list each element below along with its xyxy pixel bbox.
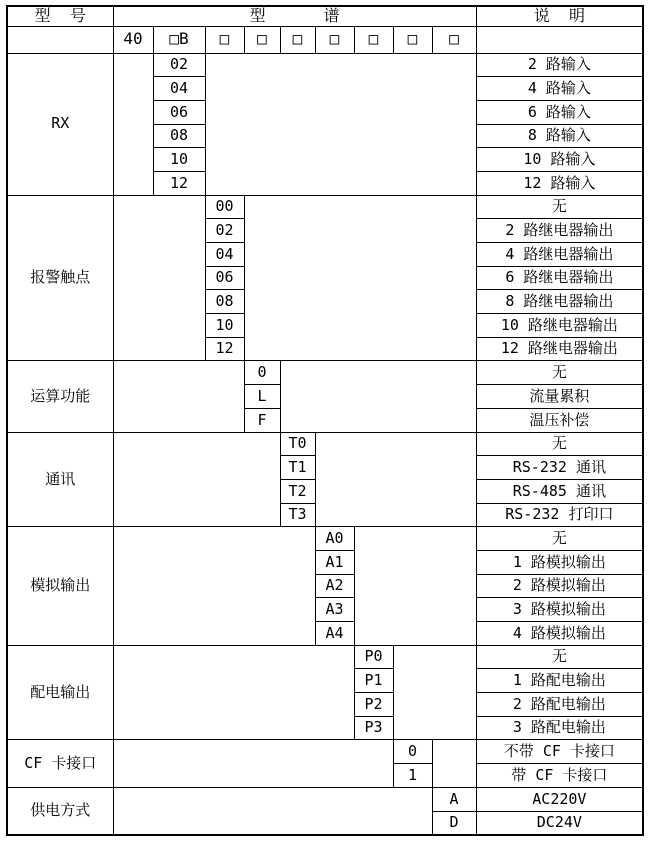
description-cell: 8 路继电器输出	[476, 290, 643, 314]
spacer-cell	[113, 645, 354, 740]
description-cell: 6 路继电器输出	[476, 266, 643, 290]
section-label-computation: 运算功能	[7, 361, 113, 432]
description-cell: 3 路配电输出	[476, 716, 643, 740]
code-cell: A	[432, 787, 476, 811]
spec-box: □	[315, 26, 354, 53]
section-label-power-supply: 供电方式	[7, 787, 113, 834]
code-cell: P1	[354, 669, 393, 693]
code-cell: 02	[205, 219, 244, 243]
spec-box-b: □B	[153, 26, 205, 53]
code-cell: T2	[280, 479, 315, 503]
description-cell: 无	[476, 195, 643, 219]
spacer-cell	[205, 53, 476, 195]
code-cell: T3	[280, 503, 315, 527]
description-cell: 1 路模拟输出	[476, 550, 643, 574]
spec-box: □	[244, 26, 280, 53]
code-cell: 1	[393, 764, 432, 788]
code-cell: L	[244, 385, 280, 409]
code-cell: T1	[280, 456, 315, 480]
description-cell: 2 路配电输出	[476, 693, 643, 717]
description-cell: AC220V	[476, 787, 643, 811]
code-cell: P0	[354, 645, 393, 669]
spacer-cell	[7, 26, 113, 53]
description-cell: 2 路继电器输出	[476, 219, 643, 243]
code-cell: 10	[205, 314, 244, 338]
code-cell: 12	[153, 171, 205, 195]
section-label-cf-card: CF 卡接口	[7, 740, 113, 787]
code-cell: 06	[153, 100, 205, 124]
description-cell: 12 路输入	[476, 171, 643, 195]
code-cell: A4	[315, 622, 354, 646]
code-cell: 06	[205, 266, 244, 290]
code-cell: 00	[205, 195, 244, 219]
description-cell: DC24V	[476, 811, 643, 835]
spacer-cell	[476, 26, 643, 53]
code-cell: A3	[315, 598, 354, 622]
code-cell: D	[432, 811, 476, 835]
description-cell: 4 路继电器输出	[476, 243, 643, 267]
description-cell: RS-485 通讯	[476, 479, 643, 503]
spacer-cell	[280, 361, 476, 432]
spacer-cell	[113, 527, 315, 645]
code-cell: A1	[315, 550, 354, 574]
code-cell: 08	[153, 124, 205, 148]
spec-box: □	[354, 26, 393, 53]
spacer-cell	[432, 740, 476, 787]
spacer-cell	[244, 195, 476, 361]
description-cell: 无	[476, 645, 643, 669]
code-cell: 08	[205, 290, 244, 314]
description-cell: 12 路继电器输出	[476, 337, 643, 361]
description-cell: 10 路输入	[476, 148, 643, 172]
description-cell: 3 路模拟输出	[476, 598, 643, 622]
code-cell: 12	[205, 337, 244, 361]
description-cell: 流量累积	[476, 385, 643, 409]
spacer-cell	[113, 432, 280, 527]
code-cell: 04	[153, 77, 205, 101]
spacer-cell	[354, 527, 476, 645]
code-cell: A2	[315, 574, 354, 598]
description-cell: 8 路输入	[476, 124, 643, 148]
code-cell: 04	[205, 243, 244, 267]
description-cell: 无	[476, 527, 643, 551]
description-cell: 4 路模拟输出	[476, 622, 643, 646]
spec-box: □	[393, 26, 432, 53]
description-cell: 4 路输入	[476, 77, 643, 101]
spec-box: □	[205, 26, 244, 53]
spacer-cell	[315, 432, 476, 527]
spacer-cell	[113, 787, 432, 834]
spec-prefix-40: 40	[113, 26, 153, 53]
description-cell: RS-232 通讯	[476, 456, 643, 480]
section-label-distribution-output: 配电输出	[7, 645, 113, 740]
section-label-analog-output: 模拟输出	[7, 527, 113, 645]
code-cell: 0	[244, 361, 280, 385]
description-cell: 无	[476, 432, 643, 456]
spacer-cell	[113, 740, 393, 787]
spacer-cell	[393, 645, 476, 740]
description-cell: 10 路继电器输出	[476, 314, 643, 338]
spec-box: □	[280, 26, 315, 53]
description-cell: RS-232 打印口	[476, 503, 643, 527]
model-spectrum-table	[6, 5, 644, 836]
description-cell: 2 路输入	[476, 53, 643, 77]
description-cell: 温压补偿	[476, 408, 643, 432]
code-cell: 10	[153, 148, 205, 172]
code-cell: 02	[153, 53, 205, 77]
header-model: 型 号	[7, 6, 113, 26]
header-spectrum: 型 谱	[113, 6, 476, 26]
spacer-cell	[113, 361, 244, 432]
spacer-cell	[113, 53, 153, 195]
spec-box: □	[432, 26, 476, 53]
section-label-communication: 通讯	[7, 432, 113, 527]
section-label-alarm-contacts: 报警触点	[7, 195, 113, 361]
description-cell: 不带 CF 卡接口	[476, 740, 643, 764]
code-cell: A0	[315, 527, 354, 551]
code-cell: F	[244, 408, 280, 432]
description-cell: 带 CF 卡接口	[476, 764, 643, 788]
description-cell: 1 路配电输出	[476, 669, 643, 693]
code-cell: P2	[354, 693, 393, 717]
section-label-rx: RX	[7, 53, 113, 195]
description-cell: 无	[476, 361, 643, 385]
spacer-cell	[113, 195, 205, 361]
header-description: 说 明	[476, 6, 643, 26]
code-cell: 0	[393, 740, 432, 764]
description-cell: 6 路输入	[476, 100, 643, 124]
code-cell: P3	[354, 716, 393, 740]
description-cell: 2 路模拟输出	[476, 574, 643, 598]
code-cell: T0	[280, 432, 315, 456]
